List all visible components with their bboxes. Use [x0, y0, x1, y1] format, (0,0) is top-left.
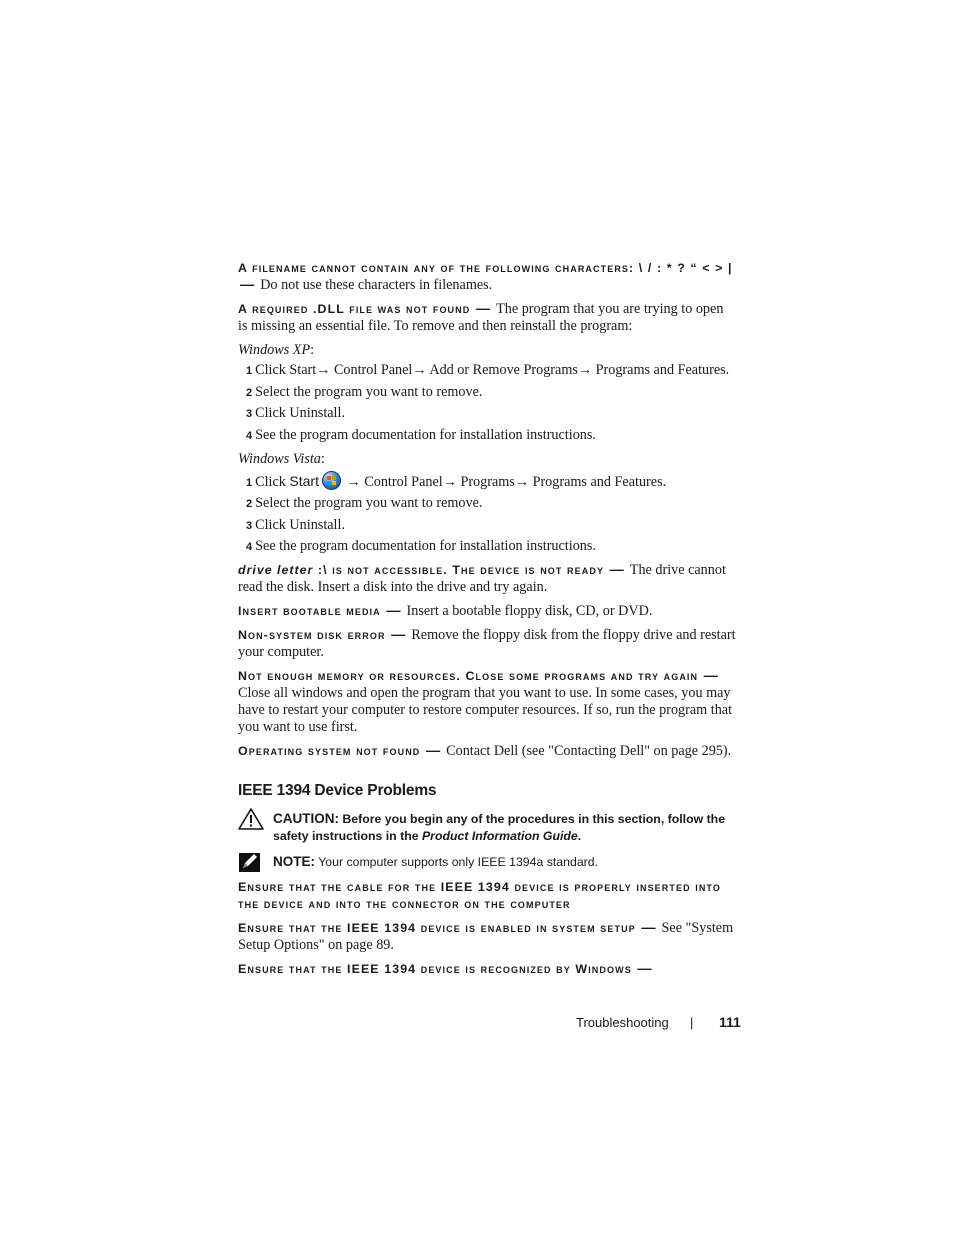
entry-ieee-enabled — [238, 920, 736, 954]
list-item: 3 Click Uninstall. — [246, 405, 345, 421]
entry-text: Contact Dell (see "Contacting Dell" on page 295). — [446, 743, 732, 759]
entry-lead: drive letter :\ is not accessible. The device is not ready — [238, 563, 605, 577]
entry-text: Insert a bootable floppy disk, CD, or DVD. — [406, 603, 653, 619]
section-title: IEEE 1394 Device Problems — [238, 782, 437, 799]
steps-vista — [238, 471, 736, 557]
note-label: NOTE: — [273, 854, 315, 869]
guide-title: Product Information Guide — [421, 829, 578, 843]
em-dash: — — [386, 603, 401, 619]
entry-text: Close all windows and open the program that you want to use. In some cases, you may have to restart your computer to restore computer resources. If so, run the program that you want to use first. — [238, 685, 733, 735]
entry-os-not-found — [238, 743, 736, 760]
entry-text: Do not use these characters in filenames. — [260, 277, 493, 293]
start-menu-text: Start — [289, 362, 317, 378]
entry-lead: A required .DLL file was not found — [238, 302, 471, 316]
em-dash: — — [609, 562, 624, 578]
entry-lead: A filename cannot contain any of the following characters: \ / : * ? “ < > | — [238, 261, 733, 275]
steps-xp — [238, 362, 736, 445]
entry-ieee-cable — [238, 879, 736, 913]
list-item: 2 Select the program you want to remove. — [246, 495, 483, 511]
entry-lead: Ensure that the IEEE 1394 device is recognized by Windows — [238, 962, 632, 976]
em-dash: — — [391, 627, 406, 643]
start-label: Start — [289, 472, 319, 489]
footer-separator: | — [690, 1015, 694, 1030]
entry-lead: Insert bootable media — [238, 604, 381, 618]
entry-text: Remove the floppy disk from the floppy drive and restart your computer. — [238, 627, 736, 660]
entry-text: See "System Setup Options" on page 89. — [238, 920, 734, 953]
list-item: 1 Click Start→ Control Panel→ Add or Remove Programs→ Programs and Features. — [246, 362, 730, 378]
entry-lead: Operating system not found — [238, 744, 421, 758]
entry-text: The drive cannot read the disk. Insert a disk into the drive and try again. — [238, 562, 726, 595]
em-dash: — — [425, 743, 441, 759]
os-label-vista: Windows Vista: — [238, 450, 325, 467]
em-dash: — — [475, 301, 491, 317]
em-dash: — — [637, 961, 652, 977]
list-item: 4 See the program documentation for installation instructions. — [246, 538, 596, 554]
page-number: 111 — [719, 1014, 741, 1030]
entry-ieee-recognized — [238, 961, 736, 978]
entry-drive — [238, 562, 736, 596]
note-notice: NOTE: Your computer supports only IEEE 1394a standard. — [238, 853, 736, 871]
windows-start-orb-icon — [322, 471, 341, 490]
entry-lead: Not enough memory or resources. Close some programs and try again — [238, 669, 699, 683]
list-item: 1 Click Start → Control Panel→ Programs→ Programs and Features. — [246, 472, 667, 490]
entry-lead: Ensure that the cable for the IEEE 1394 device is properly inserted into the device and into the connector on the computer — [238, 880, 721, 911]
pencil-note-icon — [238, 851, 262, 878]
caution-label: CAUTION: — [273, 811, 339, 826]
list-item: 4 See the program documentation for installation instructions. — [246, 426, 596, 443]
page-content — [238, 260, 736, 985]
footer-section: Troubleshooting — [576, 1015, 669, 1030]
entry-filename — [238, 260, 736, 294]
entry-dll — [238, 301, 736, 335]
entry-memory — [238, 668, 736, 736]
list-item: 3 Click Uninstall. — [246, 516, 345, 533]
em-dash: — — [240, 277, 255, 293]
entry-lead: Non-system disk error — [238, 628, 386, 642]
os-label-xp: Windows XP: — [238, 342, 315, 358]
list-item: 2 Select the program you want to remove. — [246, 383, 483, 400]
caution-notice: CAUTION: Before you begin any of the procedures in this section, follow the safety instructions in the Product Information Guide. — [238, 810, 736, 845]
entry-text: The program that you are trying to open is missing an essential file. To remove and then reinstall the program: — [238, 301, 724, 334]
em-dash: — — [703, 668, 718, 684]
warning-triangle-icon — [238, 808, 264, 835]
entry-nonsystem — [238, 627, 736, 661]
em-dash: — — [641, 920, 656, 936]
entry-bootable — [238, 603, 736, 620]
entry-lead: Ensure that the IEEE 1394 device is enabled in system setup — [238, 921, 636, 935]
